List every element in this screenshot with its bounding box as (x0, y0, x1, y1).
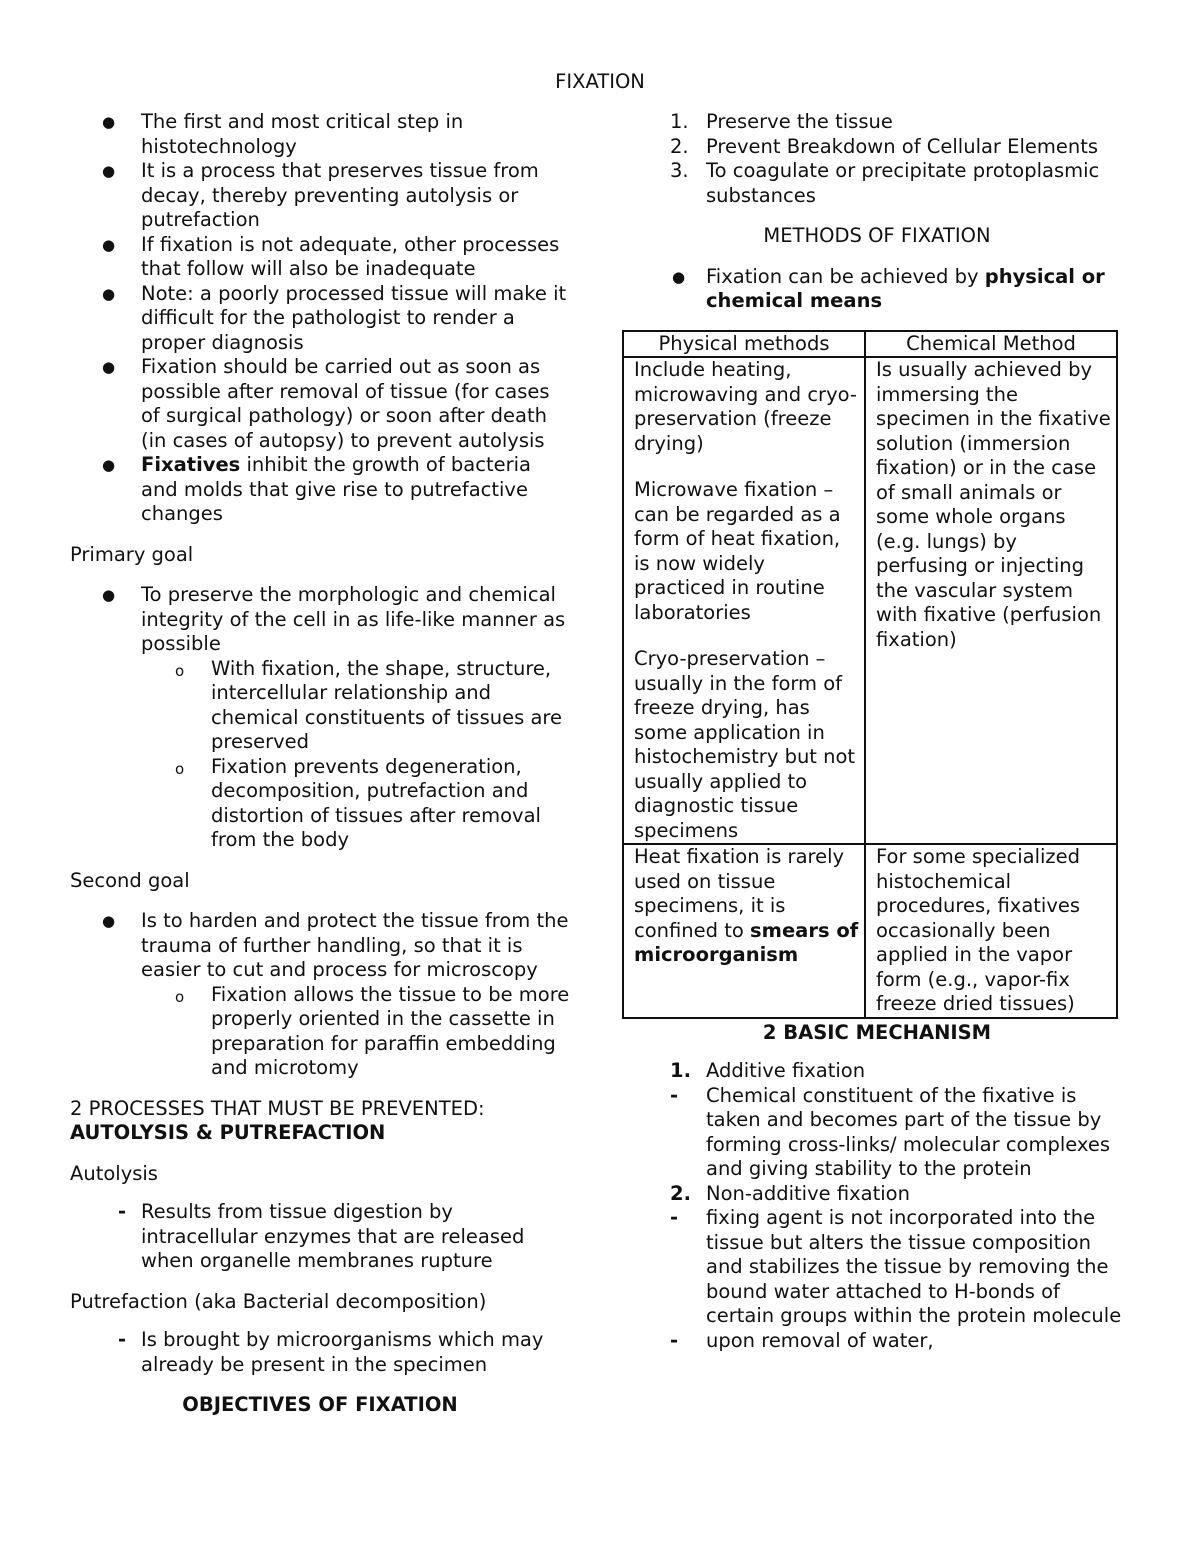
hollow-bullet-icon: o (175, 759, 185, 778)
processes-heading: 2 PROCESSES THAT MUST BE PREVENTED: (70, 1096, 485, 1120)
autolysis-heading: Autolysis (70, 1161, 158, 1185)
list-item: ● Is to harden and protect the tissue from the trauma of further handling, so that it is easier to cut and process for microscopy (102, 909, 569, 981)
mechanism-item: - fixing agent is not incorporated into the tissue but alters the tissue composition and stabilizes the tissue by removing the bound water attached to H-bonds of certain groups within the protein molecule (670, 1206, 1122, 1327)
mechanism-heading: 2 BASIC MECHANISM (762, 1020, 992, 1044)
bullet-icon: ● (102, 358, 116, 376)
hollow-bullet-icon: o (175, 987, 185, 1006)
fixation-methods-table (622, 330, 1118, 1019)
mechanism-item: - Chemical constituent of the fixative is taken and becomes part of the tissue by forming cross-links/ molecular complexes and giving stability to the protein (670, 1083, 1111, 1180)
sub-list-item: o Fixation prevents degeneration, decomposition, putrefaction and distortion of tissues after removal from the body (175, 754, 541, 851)
primary-goal-heading: Primary goal (70, 542, 194, 566)
list-item: - Results from tissue digestion by intracellular enzymes that are released when organelle membranes rupture (118, 1200, 525, 1272)
mechanism-item: 2. Non-additive fixation (670, 1181, 910, 1205)
mechanism-item: - upon removal of water, (670, 1328, 934, 1352)
bullet-icon: ● (102, 235, 116, 254)
list-item: ● The first and most critical step in histotechnology (102, 110, 464, 158)
bullet-icon: ● (102, 912, 116, 930)
list-item: - Is brought by microorganisms which may already be present in the specimen (118, 1328, 544, 1376)
fixatives-bold: Fixatives (141, 453, 241, 476)
smears-bold: smears of microorganism (634, 918, 859, 966)
putrefaction-heading: Putrefaction (aka Bacterial decomposition) (70, 1289, 487, 1313)
hollow-bullet-icon: o (175, 661, 185, 680)
list-item: ● If fixation is not adequate, other processes that follow will also be inadequate (102, 232, 560, 280)
second-goal-heading: Second goal (70, 868, 190, 892)
table-cell: For some specialized histochemical procedures, fixatives occasionally been applied in the vapor form (e.g., vapor-fix freeze dried tissues) (865, 844, 1117, 1018)
objective-item: 1. Preserve the tissue (670, 110, 893, 133)
list-item: ● Note: a poorly processed tissue will make it difficult for the pathologist to render a proper diagnosis (102, 281, 567, 354)
bullet-icon: ● (102, 586, 116, 604)
list-item: ● It is a process that preserves tissue from decay, thereby preventing autolysis or putrefaction (102, 159, 539, 231)
table-cell: Is usually achieved by immersing the specimen in the fixative solution (immersion fixation) or in the case of small animals or some whole organs (e.g. lungs) by perfusing or injecting the vascular system with fixative (perfusion fixation) (865, 357, 1117, 844)
objective-item: 2. Prevent Breakdown of Cellular Elements (670, 134, 1099, 158)
mechanism-item: 1. Additive fixation (670, 1059, 866, 1082)
methods-heading: METHODS OF FIXATION (763, 224, 991, 247)
bullet-icon: ● (672, 267, 686, 286)
table-header-physical: Physical methods (623, 331, 865, 358)
table-cell: Include heating, microwaving and cryo-preservation (freeze drying) Microwave fixation – can be regarded as a form of heat fixation, is now widely practiced in routine laboratories Cryo-preservation – usually in the form of freeze drying, has some application in histochemistry but not usually applied to diagnostic tissue specimens (623, 357, 865, 844)
table-header-chemical: Chemical Method (865, 331, 1117, 358)
bullet-icon: ● (102, 162, 116, 180)
list-item: ● Fixatives inhibit the growth of bacteria and molds that give rise to putrefactive changes (102, 453, 532, 525)
page-title: FIXATION (555, 70, 645, 93)
dash-marker: - (118, 1328, 127, 1351)
list-item: ● Fixation should be carried out as soon as possible after removal of tissue (for cases of surgical pathology) or soon after death (in cases of autopsy) to prevent autolysis (102, 355, 550, 452)
table-row (623, 844, 1117, 1018)
table-cell: Heat fixation is rarely used on tissue specimens, it is confined to smears of microorganism (623, 844, 865, 1018)
bullet-icon: ● (102, 456, 116, 474)
processes-bold-heading: AUTOLYSIS & PUTREFACTION (70, 1121, 386, 1144)
list-item: ● Fixation can be achieved by physical or chemical means (672, 264, 1105, 312)
bullet-icon: ● (102, 113, 116, 131)
list-item: ● To preserve the morphologic and chemical integrity of the cell in as life-like manner as possible (102, 583, 566, 655)
table-row (623, 357, 1117, 844)
objective-item: 3. To coagulate or precipitate protoplasmic substances (670, 159, 1100, 207)
dash-marker: - (118, 1200, 127, 1223)
sub-list-item: o With fixation, the shape, structure, intercellular relationship and chemical constituents of tissues are preserved (175, 656, 562, 753)
left-column (70, 110, 570, 1418)
bullet-icon: ● (102, 284, 116, 303)
objectives-heading: OBJECTIVES OF FIXATION (182, 1393, 458, 1416)
right-column (622, 110, 1132, 1353)
table-header-row (623, 331, 1117, 358)
sub-list-item: o Fixation allows the tissue to be more properly oriented in the cassette in preparation for paraffin embedding and microtomy (175, 982, 570, 1079)
methods-bold: physical or chemical means (706, 264, 1105, 312)
